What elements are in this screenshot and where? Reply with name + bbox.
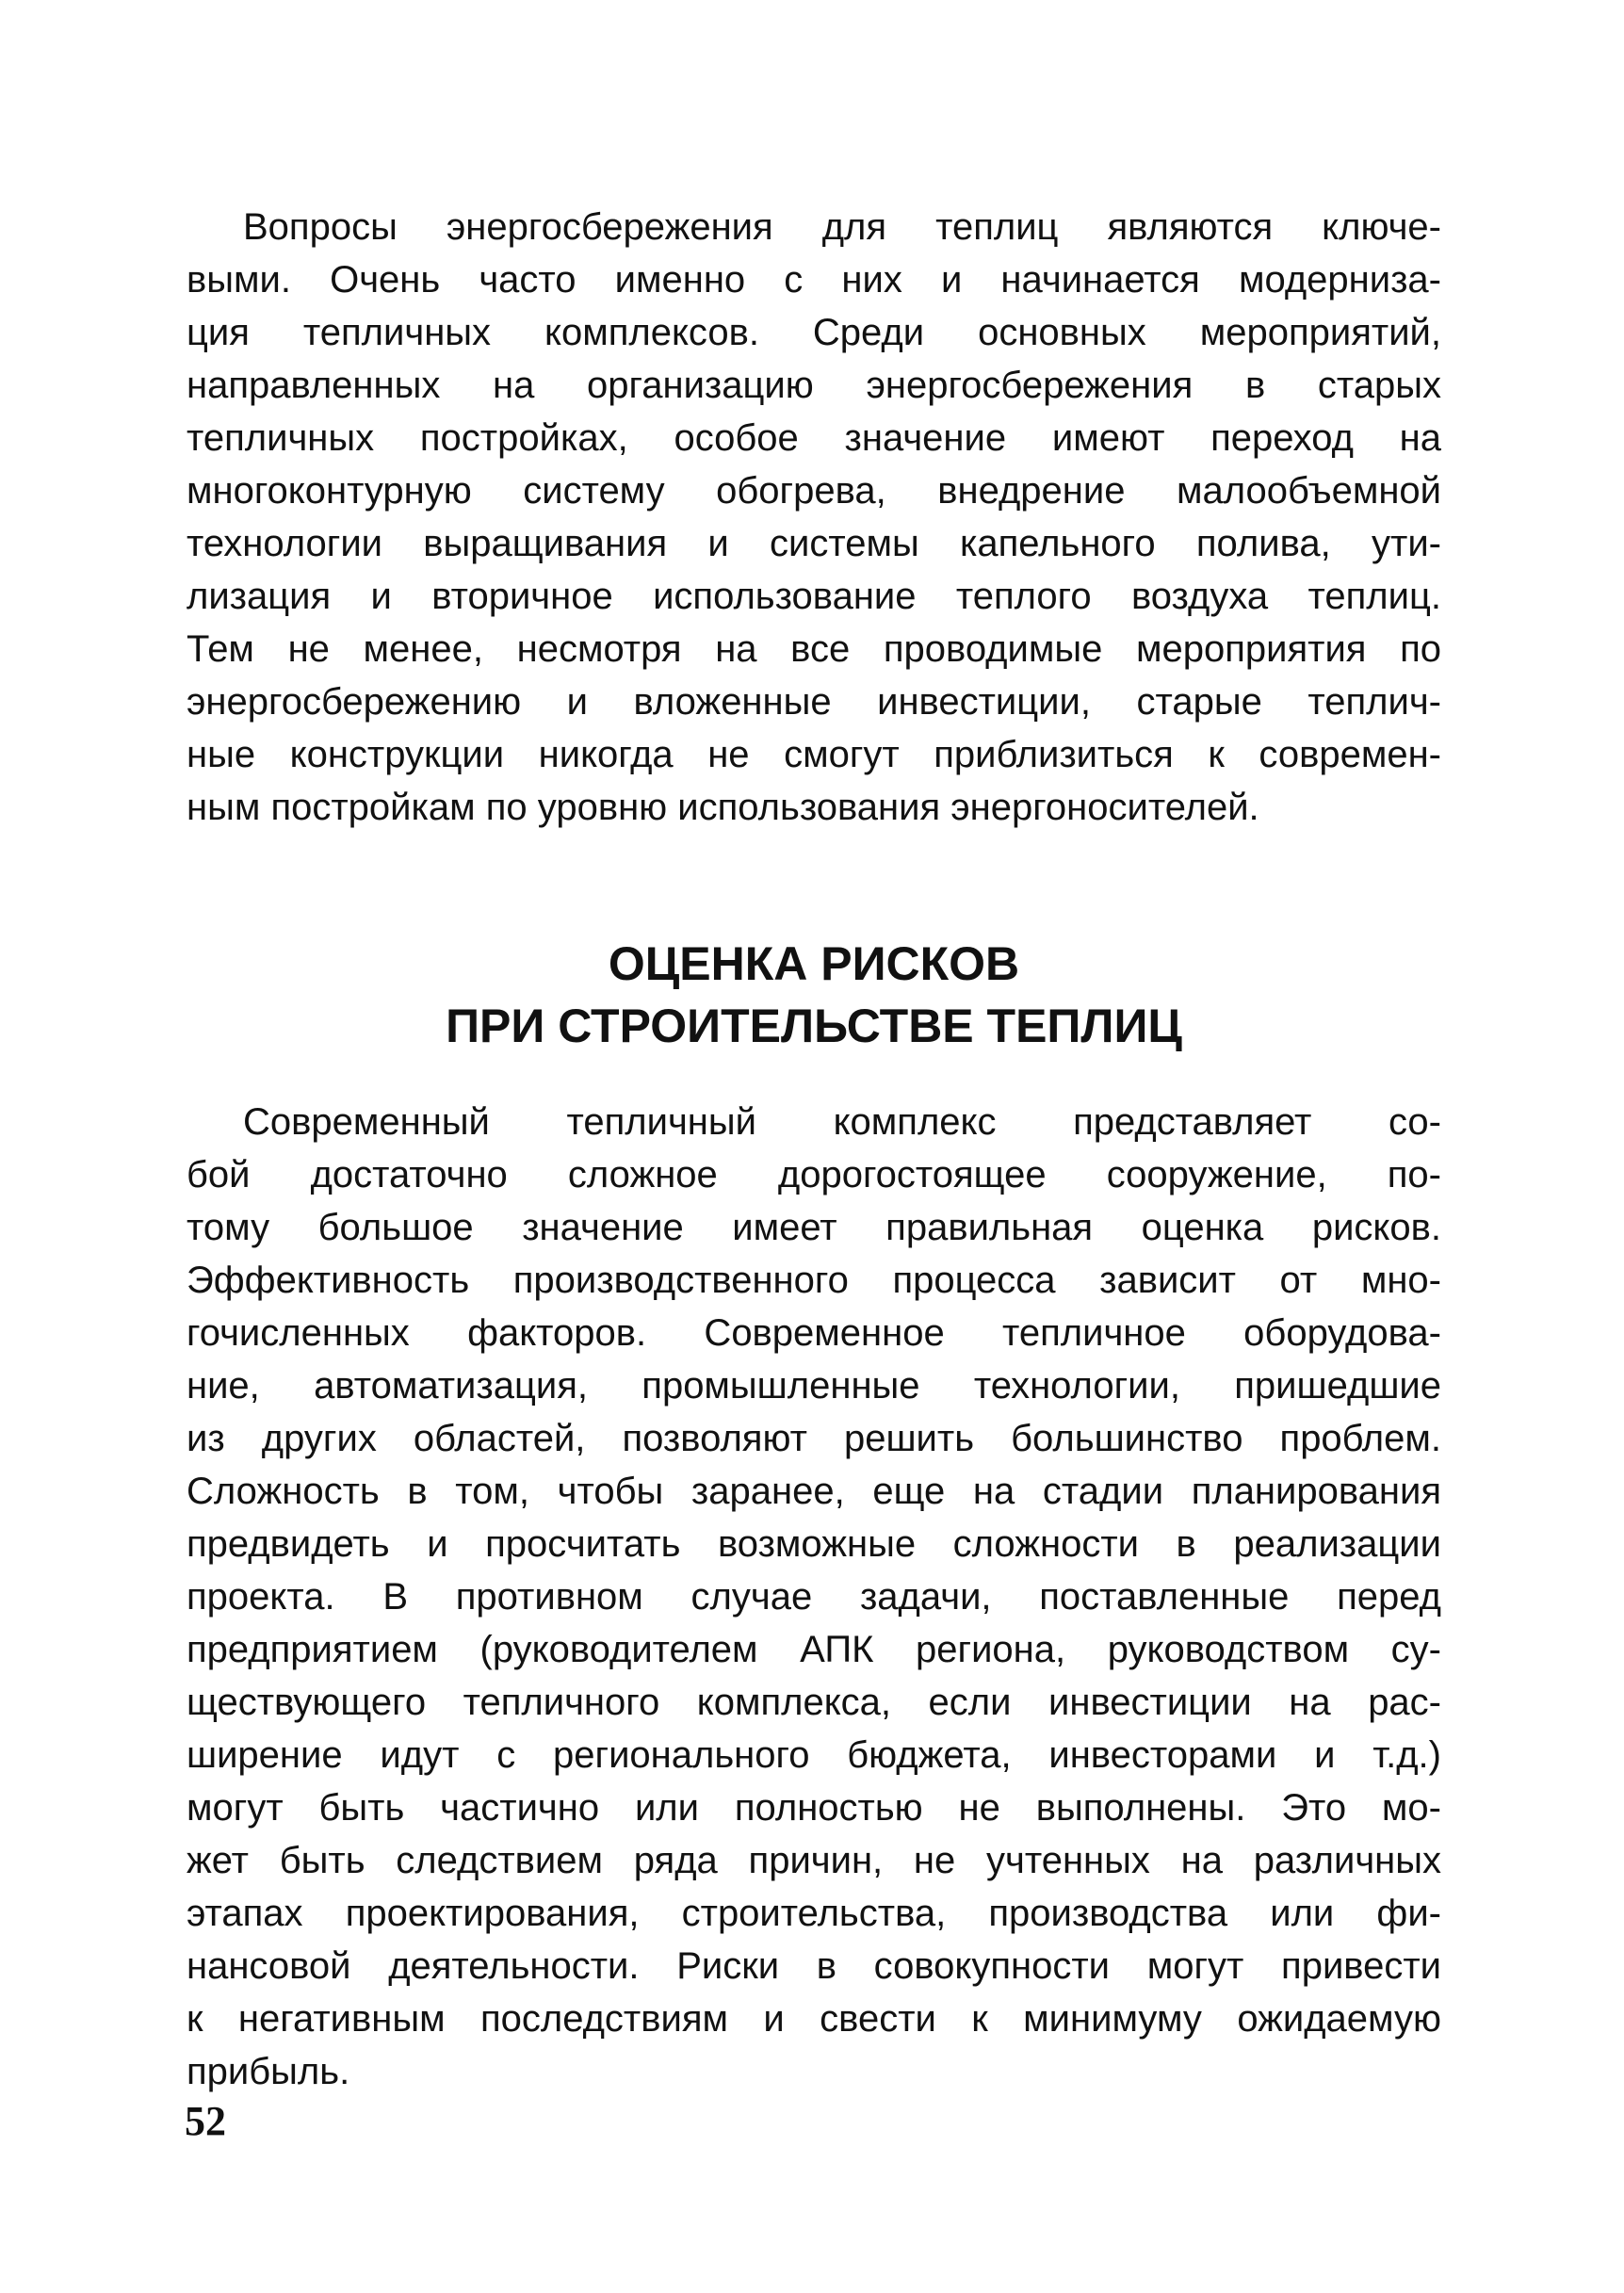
text-line: прибыль. (187, 2051, 350, 2092)
text-line: этапах проектирования, строительства, производства или фи- (187, 1893, 1441, 1934)
text-line: Сложность в том, чтобы заранее, еще на стадии планирования (187, 1471, 1441, 1512)
page-number: 52 (185, 2098, 226, 2144)
text-line: ные конструкции никогда не смогут приблизиться к современ- (187, 734, 1441, 775)
text-line: могут быть частично или полностью не выполнены. Это мо- (187, 1787, 1441, 1829)
text-line: проекта. В противном случае задачи, поставленные перед (187, 1576, 1441, 1618)
text-line: ным постройкам по уровню использования энергоносителей. (187, 787, 1259, 828)
text-line: многоконтурную систему обогрева, внедрение малообъемной (187, 470, 1441, 512)
text-line: Современный тепличный комплекс представляет со- (243, 1101, 1441, 1143)
section-heading (187, 933, 1441, 1057)
heading-line-1: ОЦЕНКА РИСКОВ (608, 937, 1020, 990)
text-line: из других областей, позволяют решить большинство проблем. (187, 1418, 1441, 1459)
text-line: тому большое значение имеет правильная оценка рисков. (187, 1207, 1441, 1248)
text-line: предвидеть и просчитать возможные сложности в реализации (187, 1523, 1441, 1565)
text-line: ция тепличных комплексов. Среди основных мероприятий, (187, 312, 1441, 353)
text-line: бой достаточно сложное дорогостоящее сооружение, по- (187, 1154, 1441, 1195)
text-line: ществующего тепличного комплекса, если инвестиции на рас- (187, 1682, 1441, 1723)
text-line: к негативным последствиям и свести к минимуму ожидаемую (187, 1998, 1441, 2040)
paragraph-energy-saving (187, 201, 1441, 834)
text-line: ние, автоматизация, промышленные технологии, пришедшие (187, 1365, 1441, 1407)
text-line: Тем не менее, несмотря на все проводимые мероприятия по (187, 628, 1441, 670)
text-line: технологии выращивания и системы капельного полива, ути- (187, 523, 1441, 564)
text-line: гочисленных факторов. Современное тепличное оборудова- (187, 1312, 1441, 1354)
text-line: жет быть следствием ряда причин, не учтенных на различных (187, 1840, 1441, 1881)
text-line: направленных на организацию энергосбережения в старых (187, 365, 1441, 406)
text-line: выми. Очень часто именно с них и начинается модерниза- (187, 259, 1441, 301)
text-line: Вопросы энергосбережения для теплиц являются ключе- (243, 206, 1441, 248)
text-line: лизация и вторичное использование теплого воздуха теплиц. (187, 576, 1441, 617)
paragraph-risk-assessment (187, 1096, 1441, 2098)
text-line: ширение идут с регионального бюджета, инвесторами и т.д.) (187, 1734, 1441, 1776)
text-line: Эффективность производственного процесса зависит от мно- (187, 1260, 1441, 1301)
text-line: тепличных постройках, особое значение имеют переход на (187, 417, 1441, 459)
text-line: предприятием (руководителем АПК региона, руководством су- (187, 1629, 1441, 1670)
text-line: нансовой деятельности. Риски в совокупности могут привести (187, 1945, 1441, 1987)
text-line: энергосбережению и вложенные инвестиции, старые теплич- (187, 681, 1441, 723)
heading-line-2: ПРИ СТРОИТЕЛЬСТВЕ ТЕПЛИЦ (446, 1000, 1182, 1052)
